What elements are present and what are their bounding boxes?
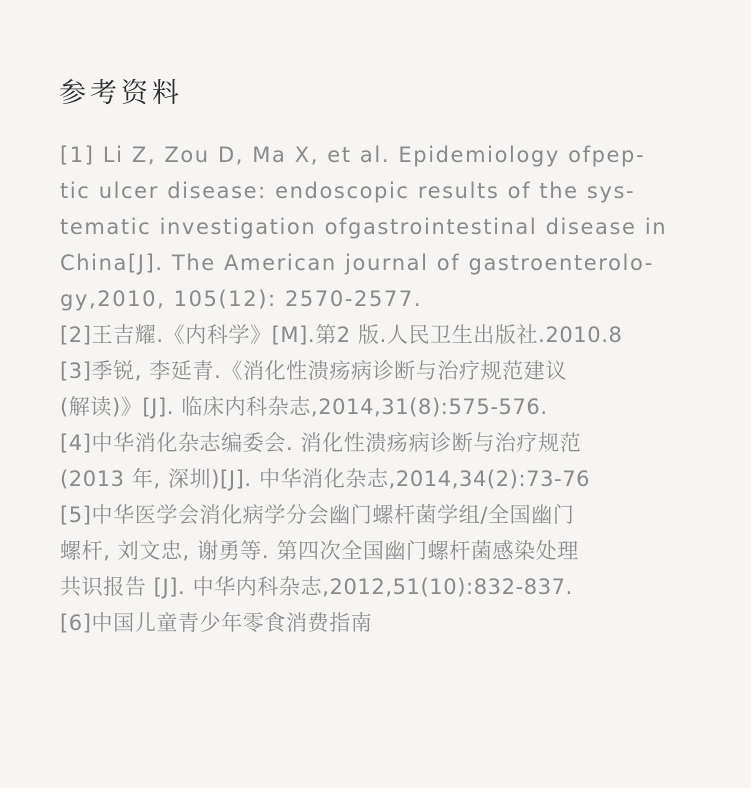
reference-list: [60, 137, 700, 641]
reference-line: tematic investigation ofgastrointestinal disease in: [60, 215, 668, 239]
reference-line: (解读)》[J]. 临床内科杂志,2014,31(8):575-576.: [60, 395, 548, 419]
reference-line: tic ulcer disease: endoscopic results of the sys-: [60, 179, 636, 203]
reference-line: China[J]. The American journal of gastroenterolo-: [60, 251, 654, 275]
reference-line: [1] Li Z, Zou D, Ma X, et al. Epidemiology ofpep-: [60, 143, 646, 167]
reference-line: [4]中华消化杂志编委会. 消化性溃疡病诊断与治疗规范: [60, 431, 582, 455]
reference-line: [6]中国儿童青少年零食消费指南: [60, 611, 373, 635]
reference-line: 共识报告 [J]. 中华内科杂志,2012,51(10):832-837.: [60, 575, 573, 599]
reference-line: [5]中华医学会消化病学分会幽门螺杆菌学组/全国幽门: [60, 503, 575, 527]
reference-line: [2]王吉耀.《内科学》[M].第2 版.人民卫生出版社.2010.8: [60, 323, 623, 347]
reference-line: [3]季锐, 李延青.《消化性溃疡病诊断与治疗规范建议: [60, 359, 567, 383]
reference-line: 螺杆, 刘文忠, 谢勇等. 第四次全国幽门螺杆菌感染处理: [60, 539, 579, 563]
reference-line: gy,2010, 105(12): 2570-2577.: [60, 287, 423, 311]
page-title: 参考资料: [59, 78, 183, 109]
reference-line: (2013 年, 深圳)[J]. 中华消化杂志,2014,34(2):73-76: [60, 467, 591, 491]
